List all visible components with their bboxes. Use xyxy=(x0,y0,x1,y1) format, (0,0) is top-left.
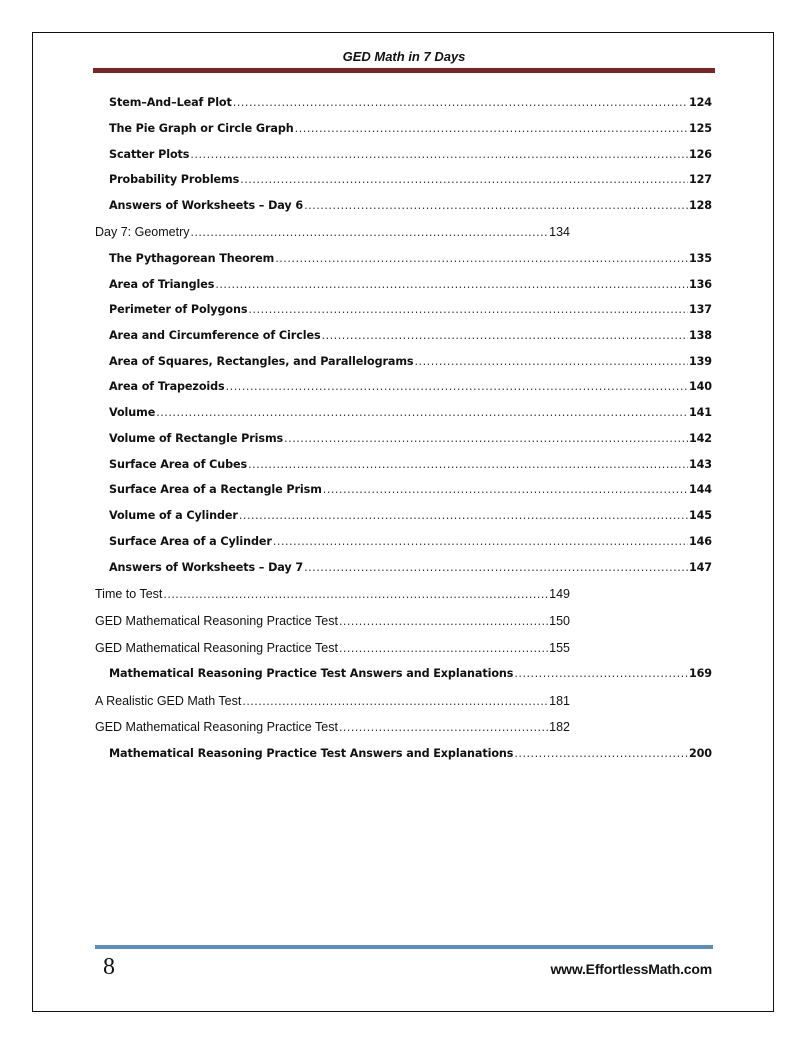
dot-leader xyxy=(339,613,548,629)
toc-entry-title: Mathematical Reasoning Practice Test Answers and Explanations xyxy=(109,747,514,760)
toc-entry-page: 144 xyxy=(688,483,712,496)
toc-entry[interactable] xyxy=(109,431,712,447)
toc-entry-page: 146 xyxy=(688,535,712,548)
toc-entry-page: 155 xyxy=(549,641,570,655)
toc-entry-page: 150 xyxy=(549,614,570,628)
toc-entry-page: 125 xyxy=(688,122,712,135)
toc-entry-page: 141 xyxy=(688,406,712,419)
toc-entry[interactable] xyxy=(109,379,712,395)
toc-entry[interactable] xyxy=(109,95,712,111)
toc-chapter-entry[interactable] xyxy=(95,640,570,656)
toc-entry-title: Time to Test xyxy=(95,587,163,601)
toc-entry[interactable] xyxy=(109,328,712,344)
toc-entry[interactable] xyxy=(109,405,712,421)
dot-leader xyxy=(514,666,688,682)
dot-leader xyxy=(339,719,548,735)
toc-entry-page: 128 xyxy=(688,199,712,212)
toc-entry-page: 143 xyxy=(688,458,712,471)
dot-leader xyxy=(215,277,688,293)
toc-entry-title: A Realistic GED Math Test xyxy=(95,694,242,708)
toc-chapter-entry[interactable] xyxy=(95,613,570,629)
toc-entry-page: 124 xyxy=(688,96,712,109)
dot-leader xyxy=(242,693,548,709)
toc-entry-page: 145 xyxy=(688,509,712,522)
toc-entry-title: Scatter Plots xyxy=(109,148,190,161)
dot-leader xyxy=(514,746,688,762)
toc-entry-title: Volume of a Cylinder xyxy=(109,509,238,522)
toc-entry[interactable] xyxy=(109,147,712,163)
toc-entry-title: The Pie Graph or Circle Graph xyxy=(109,122,294,135)
toc-entry-page: 136 xyxy=(688,278,712,291)
toc-entry-title: Day 7: Geometry xyxy=(95,225,190,239)
dot-leader xyxy=(275,251,688,267)
toc-entry[interactable] xyxy=(109,277,712,293)
toc-entry-page: 147 xyxy=(688,561,712,574)
toc-entry[interactable] xyxy=(109,482,712,498)
toc-entry-page: 127 xyxy=(688,173,712,186)
dot-leader xyxy=(248,302,688,318)
toc-entry-page: 138 xyxy=(688,329,712,342)
toc-entry-title: GED Mathematical Reasoning Practice Test xyxy=(95,641,338,655)
toc-entry-title: Area of Triangles xyxy=(109,278,215,291)
toc-entry[interactable] xyxy=(109,457,712,473)
dot-leader xyxy=(190,147,688,163)
toc-entry[interactable] xyxy=(109,121,712,137)
dot-leader xyxy=(156,405,688,421)
toc-chapter-entry[interactable] xyxy=(95,224,570,240)
dot-leader xyxy=(295,121,688,137)
toc-entry-title: Area of Squares, Rectangles, and Parallelograms xyxy=(109,355,414,368)
toc-entry[interactable] xyxy=(109,534,712,550)
toc-entry[interactable] xyxy=(109,198,712,214)
toc-entry-page: 135 xyxy=(688,252,712,265)
dot-leader xyxy=(248,457,688,473)
toc-chapter-entry[interactable] xyxy=(95,693,570,709)
toc-entry-title: Volume of Rectangle Prisms xyxy=(109,432,284,445)
dot-leader xyxy=(323,482,688,498)
dot-leader xyxy=(190,224,548,240)
toc-entry-page: 140 xyxy=(688,380,712,393)
toc-entry-page: 134 xyxy=(549,225,570,239)
dot-leader xyxy=(239,508,688,524)
dot-leader xyxy=(163,586,548,602)
toc-entry-page: 142 xyxy=(688,432,712,445)
dot-leader xyxy=(233,95,688,111)
dot-leader xyxy=(339,640,548,656)
toc-entry[interactable] xyxy=(109,746,712,762)
toc-entry-title: GED Mathematical Reasoning Practice Test xyxy=(95,720,338,734)
toc-entry-page: 169 xyxy=(688,667,712,680)
toc-entry[interactable] xyxy=(109,172,712,188)
website-link[interactable]: www.EffortlessMath.com xyxy=(550,961,712,977)
toc-entry[interactable] xyxy=(109,302,712,318)
dot-leader xyxy=(273,534,688,550)
toc-entry-page: 126 xyxy=(688,148,712,161)
dot-leader xyxy=(304,198,688,214)
dot-leader xyxy=(414,354,687,370)
toc-entry[interactable] xyxy=(109,666,712,682)
toc-entry-title: The Pythagorean Theorem xyxy=(109,252,275,265)
toc-entry-page: 137 xyxy=(688,303,712,316)
toc-entry-page: 200 xyxy=(688,747,712,760)
toc-entry-title: Surface Area of a Rectangle Prism xyxy=(109,483,322,496)
page-number: 8 xyxy=(103,954,115,980)
toc-entry-page: 149 xyxy=(549,587,570,601)
toc-entry-title: Answers of Worksheets – Day 7 xyxy=(109,561,304,574)
dot-leader xyxy=(322,328,688,344)
toc-chapter-entry[interactable] xyxy=(95,586,570,602)
toc-entry-title: Area and Circumference of Circles xyxy=(109,329,321,342)
toc-entry-title: Probability Problems xyxy=(109,173,240,186)
toc-entry-title: Area of Trapezoids xyxy=(109,380,225,393)
toc-entry[interactable] xyxy=(109,251,712,267)
dot-leader xyxy=(284,431,688,447)
dot-leader xyxy=(304,560,688,576)
dot-leader xyxy=(226,379,688,395)
toc-entry-title: Surface Area of Cubes xyxy=(109,458,248,471)
toc-chapter-entry[interactable] xyxy=(95,719,570,735)
footer-rule xyxy=(95,945,713,949)
toc-entry-title: Stem–And–Leaf Plot xyxy=(109,96,232,109)
toc-entry-title: Mathematical Reasoning Practice Test Answers and Explanations xyxy=(109,667,514,680)
toc-entry-title: Surface Area of a Cylinder xyxy=(109,535,272,548)
toc-entry-title: GED Mathematical Reasoning Practice Test xyxy=(95,614,338,628)
toc-entry-page: 181 xyxy=(549,694,570,708)
toc-entry-title: Volume xyxy=(109,406,156,419)
toc-entry-title: Perimeter of Polygons xyxy=(109,303,248,316)
dot-leader xyxy=(240,172,688,188)
toc-entry[interactable] xyxy=(109,354,712,370)
toc-entry-page: 182 xyxy=(549,720,570,734)
toc-entry[interactable] xyxy=(109,560,712,576)
running-header-title: GED Math in 7 Days xyxy=(342,49,466,64)
toc-entry-title: Answers of Worksheets – Day 6 xyxy=(109,199,304,212)
toc-entry[interactable] xyxy=(109,508,712,524)
toc-entry-page: 139 xyxy=(688,355,712,368)
